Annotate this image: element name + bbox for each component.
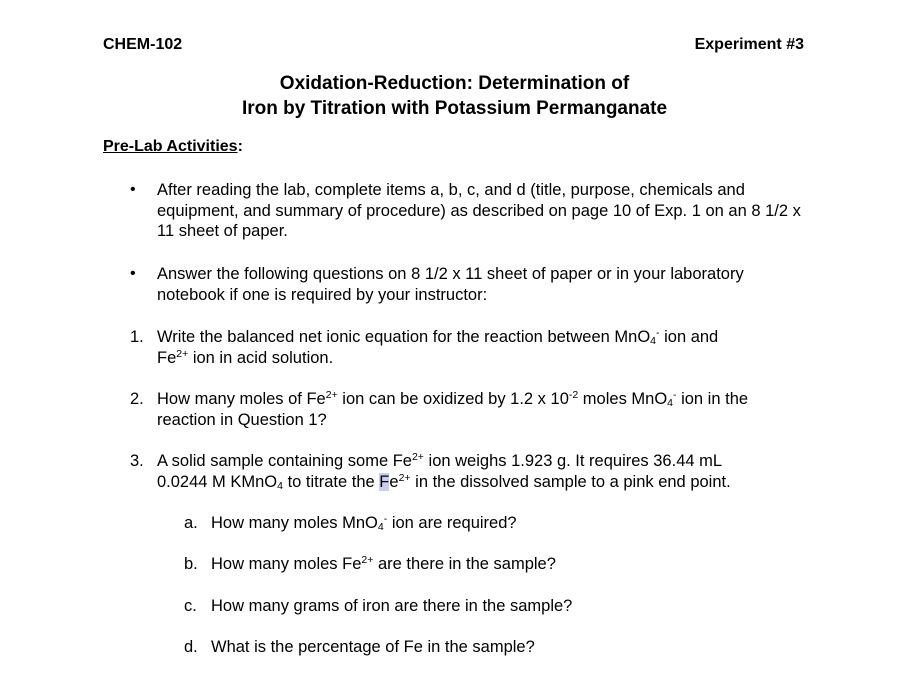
- question-1-line-2: $Fe^{2+}$ ion in acid solution.: [157, 347, 334, 367]
- document-title: [0, 71, 909, 121]
- question-number: 3.: [130, 452, 144, 470]
- question-number: 1.: [130, 328, 144, 346]
- question-3-line-2: 0.0244 M KMnO$_4$ to titrate the $Fe^{2+}$ in the dissolved sample to a pink end point.: [157, 471, 731, 492]
- bullet-marker: •: [130, 181, 136, 198]
- question-2: [157, 389, 807, 430]
- subquestion-letter: c.: [184, 597, 197, 615]
- section-heading: [103, 137, 243, 157]
- question-3-line-1: A solid sample containing some $Fe^{2+}$ ion weighs 1.923 g. It requires 36.44 mL: [157, 451, 723, 470]
- question-number: 2.: [130, 390, 144, 408]
- bullet-marker: •: [130, 265, 136, 282]
- question-3: [157, 451, 807, 492]
- question-2-line-1: How many moles of $Fe^{2+}$ ion can be oxidized by 1.2 x $10^{-2}$ moles MnO$_4$- ion in the: [157, 389, 749, 409]
- subquestion-b: How many moles $Fe^{2+}$ are there in the sample?: [211, 554, 556, 573]
- question-1: [157, 327, 807, 368]
- course-code: CHEM-102: [103, 36, 183, 53]
- title-line-2: Iron by Titration with Potassium Permanganate: [241, 98, 668, 119]
- question-2-line-2: reaction in Question 1?: [157, 410, 327, 429]
- subquestion-d: What is the percentage of Fe in the sample?: [211, 638, 535, 656]
- section-heading-text: Pre-Lab Activities: [103, 138, 238, 155]
- title-line-1: Oxidation-Reduction: Determination of: [279, 73, 630, 94]
- subquestion-letter: a.: [184, 514, 198, 532]
- bullet-item-lab-writeup: After reading the lab, complete items a, b, c, and d (title, purpose, chemicals and equipment, and summary of procedure) as described on page 10 of Exp. 1 on an 8 1/2 x 11 sheet of paper.: [157, 181, 801, 240]
- subquestion-a: How many moles MnO$_4$- ion are required?: [211, 513, 517, 533]
- experiment-number: Experiment #3: [694, 36, 804, 53]
- subquestion-letter: b.: [184, 555, 198, 573]
- text-selection-highlight: F: [379, 472, 390, 491]
- section-heading-colon: :: [237, 138, 243, 155]
- subquestion-letter: d.: [184, 638, 198, 656]
- bullet-item-answer-questions: Answer the following questions on 8 1/2 x 11 sheet of paper or in your laboratory notebook if one is required by your instructor:: [157, 265, 744, 304]
- subquestion-c: How many grams of iron are there in the sample?: [211, 597, 573, 615]
- question-1-line-1: Write the balanced net ionic equation for the reaction between MnO$_4$- ion and: [157, 327, 719, 347]
